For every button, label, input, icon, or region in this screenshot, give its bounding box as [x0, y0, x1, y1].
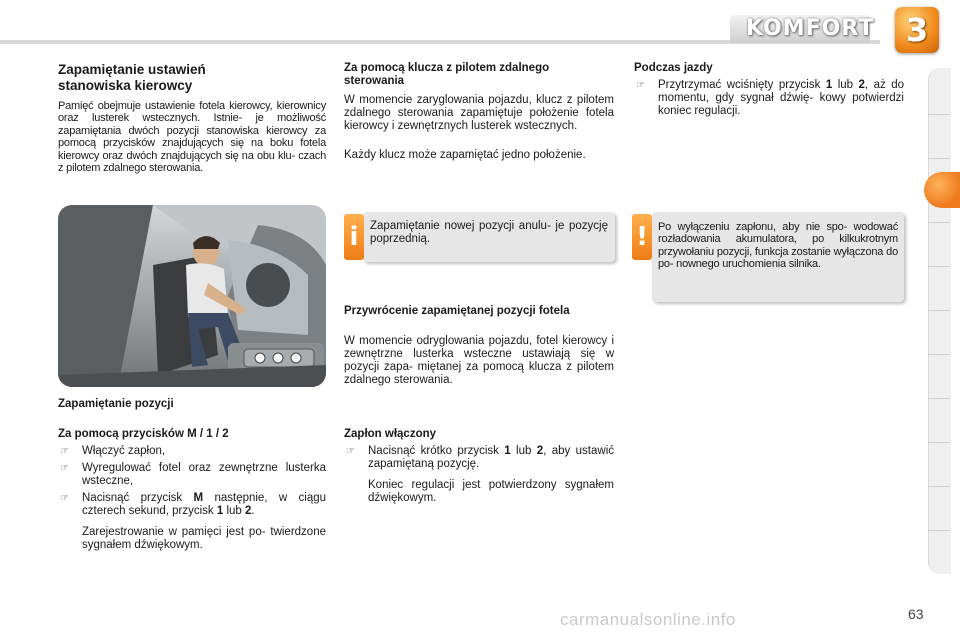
section-title: KOMFORT	[746, 16, 875, 41]
button-2-label: 2	[858, 79, 865, 91]
watermark: carmanualsonline.info	[560, 610, 736, 629]
pointing-hand-icon: ☞	[60, 463, 69, 474]
list-item	[58, 492, 326, 518]
list-item	[634, 79, 904, 118]
step-text: lub	[832, 79, 859, 91]
index-divider	[928, 398, 950, 399]
index-divider	[928, 530, 950, 531]
restore-heading: Przywrócenie zapamiętanej pozycji fotela	[344, 305, 570, 317]
index-divider	[928, 354, 950, 355]
pointing-hand-icon: ☞	[60, 446, 69, 457]
chapter-number: 3	[905, 11, 929, 49]
warning-text: Po wyłączeniu zapłonu, aby nie spo- wodować rozładowania akumulatora, po kilkukrotnym przywołaniu pozycji, funkcja zostanie wyłączona do po- nownego uruchomienia silnika.	[658, 221, 898, 271]
warning-icon	[632, 214, 652, 260]
step-text: następnie, w ciągu czterech sekund, przycisk	[82, 492, 327, 517]
info-icon	[344, 214, 364, 260]
list-item	[58, 445, 326, 458]
chapter-index-strip	[928, 68, 951, 574]
list-item	[344, 445, 614, 471]
remote-paragraph: Każdy klucz może zapamiętać jedno położenie.	[344, 149, 586, 161]
chapter-badge	[895, 7, 939, 53]
pointing-hand-icon: ☞	[346, 446, 355, 457]
driving-heading: Podczas jazdy	[634, 62, 713, 74]
remote-heading: Za pomocą klucza z pilotem zdalnego sterowania	[344, 62, 550, 87]
index-divider	[928, 114, 950, 115]
step-text: , aż do momentu, gdy sygnał dźwię- kowy potwierdzi koniec regulacji.	[658, 79, 904, 117]
info-text: Zapamiętanie nowej pozycji anulu- je pozycję poprzednią.	[370, 220, 608, 245]
seat-memory-photo	[58, 205, 326, 387]
ignition-list	[344, 445, 614, 505]
info-badge-letter: i	[349, 222, 359, 252]
photo-illustration	[58, 205, 326, 387]
ignition-heading: Zapłon włączony	[344, 428, 437, 440]
sub-heading: Zapamiętanie pozycji	[58, 398, 174, 410]
confirmation-note: Zarejestrowanie w pamięci jest po- twierdzone sygnałem dźwiękowym.	[82, 526, 326, 551]
button-2-label: 2	[245, 505, 252, 517]
buttons-heading: Za pomocą przycisków M / 1 / 2	[58, 428, 229, 440]
driving-list	[634, 79, 904, 118]
index-divider	[928, 442, 950, 443]
step-text: lub	[223, 505, 246, 517]
restore-paragraph: W momencie odryglowania pojazdu, fotel kierowcy i zewnętrzne lusterka wsteczne ustawiają się w pozycji zapa- miętanej za pomocą klucza z pilotem zdalnego sterowania.	[344, 335, 614, 386]
index-divider	[928, 310, 950, 311]
warning-badge-mark: !	[636, 222, 648, 252]
step-text: , aby ustawić zapamiętaną pozycję.	[368, 445, 614, 470]
pointing-hand-icon: ☞	[636, 80, 645, 91]
index-divider	[928, 266, 950, 267]
step-text: Przytrzymać wciśnięty przycisk	[658, 79, 826, 91]
step-text: lub	[510, 445, 537, 457]
button-1-label: 1	[825, 79, 833, 91]
steps-list	[58, 445, 326, 552]
step-text: Nacisnąć krótko przycisk	[368, 445, 505, 457]
step-text: Włączyć zapłon,	[82, 445, 166, 457]
button-2-label: 2	[536, 445, 544, 457]
page-number: 63	[908, 606, 924, 622]
intro-paragraph: Pamięć obejmuje ustawienie fotela kierowcy, kierownicy oraz lusterek wstecznych. Istnie- je możliwość zapamiętania dwóch pozycji stanowiska kierowcy za pomocą przycisków znajdujących się na boku fotela kierowcy oraz dwóch znajdujących się na obu klu- czach z pilotem zdalnego sterowania.	[58, 100, 326, 175]
confirmation-note: Koniec regulacji jest potwierdzony sygnałem dźwiękowym.	[368, 479, 614, 504]
step-text: Nacisnąć przycisk	[82, 492, 194, 504]
button-1-label: 1	[216, 505, 224, 517]
button-m-label: M	[193, 492, 204, 504]
step-text: .	[251, 505, 255, 517]
active-chapter-tab[interactable]	[924, 172, 960, 208]
remote-paragraph: W momencie zaryglowania pojazdu, klucz z pilotem zdalnego sterowania zapamiętuje położenie fotela kierowcy i zewnętrznych lusterek wstecznych.	[344, 94, 614, 132]
index-divider	[928, 486, 950, 487]
index-divider	[928, 158, 950, 159]
pointing-hand-icon: ☞	[60, 493, 69, 504]
step-text: Wyregulować fotel oraz zewnętrzne lusterka wsteczne,	[82, 462, 326, 487]
section-heading: Zapamiętanie ustawień stanowiska kierowcy	[58, 62, 206, 93]
button-1-label: 1	[504, 445, 511, 457]
index-divider	[928, 222, 950, 223]
list-item	[58, 462, 326, 488]
